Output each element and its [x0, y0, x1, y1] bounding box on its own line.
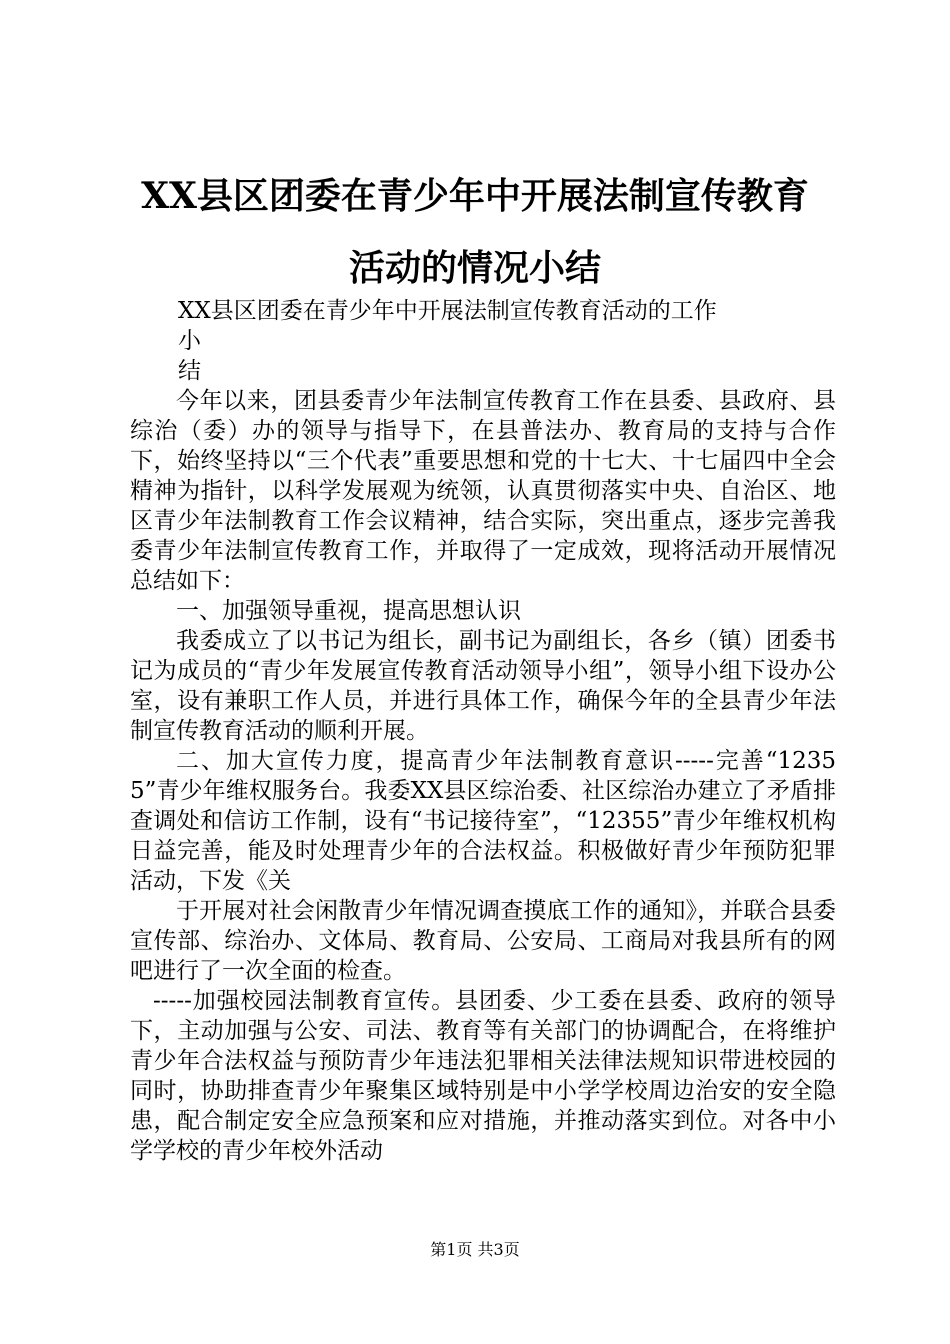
- paragraph-intro: 今年以来，团县委青少年法制宣传教育工作在县委、县政府、县综治（委）办的领导与指导下，在县普法办、教育局的支持与合作下，始终坚持以“三个代表”重要思想和党的十七大、十七届四中全会精神为指针，以科学发展观为统领，认真贯彻落实中央、自治区、地区青少年法制教育工作会议精神，结合实际，突出重点，逐步完善我委青少年法制宣传教育工作，并取得了一定成效，现将活动开展情况总结如下：: [130, 388, 836, 594]
- subtitle-line-3: 结: [178, 358, 201, 384]
- section-heading-1: 一、加强领导重视，提高思想认识: [176, 598, 521, 624]
- paragraph-leadership: 我委成立了以书记为组长，副书记为副组长，各乡（镇）团委书记为成员的“青少年发展宣传教育活动领导小组”，领导小组下设办公室，设有兼职工作人员，并进行具体工作，确保今年的全县青少年法制宣传教育活动的顺利开展。: [130, 628, 836, 744]
- section-heading-2: 二、加大宣传力度，提高青少年法制教育意识-----完善“12355”青少年维权服务台。我委XX县区综治委、社区综治办建立了矛盾排查调处和信访工作制，设有“书记接待室”，“12355”青少年维权机构日益完善，能及时处理青少年的合法权益。积极做好青少年预防犯罪活动，下发《关: [130, 748, 836, 894]
- subtitle-line-1: XX县区团委在青少年中开展法制宣传教育活动的工作: [178, 298, 717, 324]
- paragraph-campus: -----加强校园法制教育宣传。县团委、少工委在县委、政府的领导下，主动加强与公安、司法、教育等有关部门的协调配合，在将维护青少年合法权益与预防青少年违法犯罪相关法律法规知识带进校园的同时，协助排查青少年聚集区域特别是中小学学校周边治安的安全隐患，配合制定安全应急预案和应对措施，并推动落实到位。对各中小学学校的青少年校外活动: [130, 988, 836, 1164]
- document-title: XX县区团委在青少年中开展法制宣传教育活动的情况小结: [141, 175, 809, 289]
- document-body: [130, 296, 836, 1166]
- page-footer: 第1页 共3页: [430, 1240, 520, 1259]
- paragraph-internet-cafe: 于开展对社会闲散青少年情况调查摸底工作的通知》，并联合县委宣传部、综治办、文体局、教育局、公安局、工商局对我县所有的网吧进行了一次全面的检查。: [130, 898, 836, 984]
- subtitle-line-2: 小: [178, 328, 201, 354]
